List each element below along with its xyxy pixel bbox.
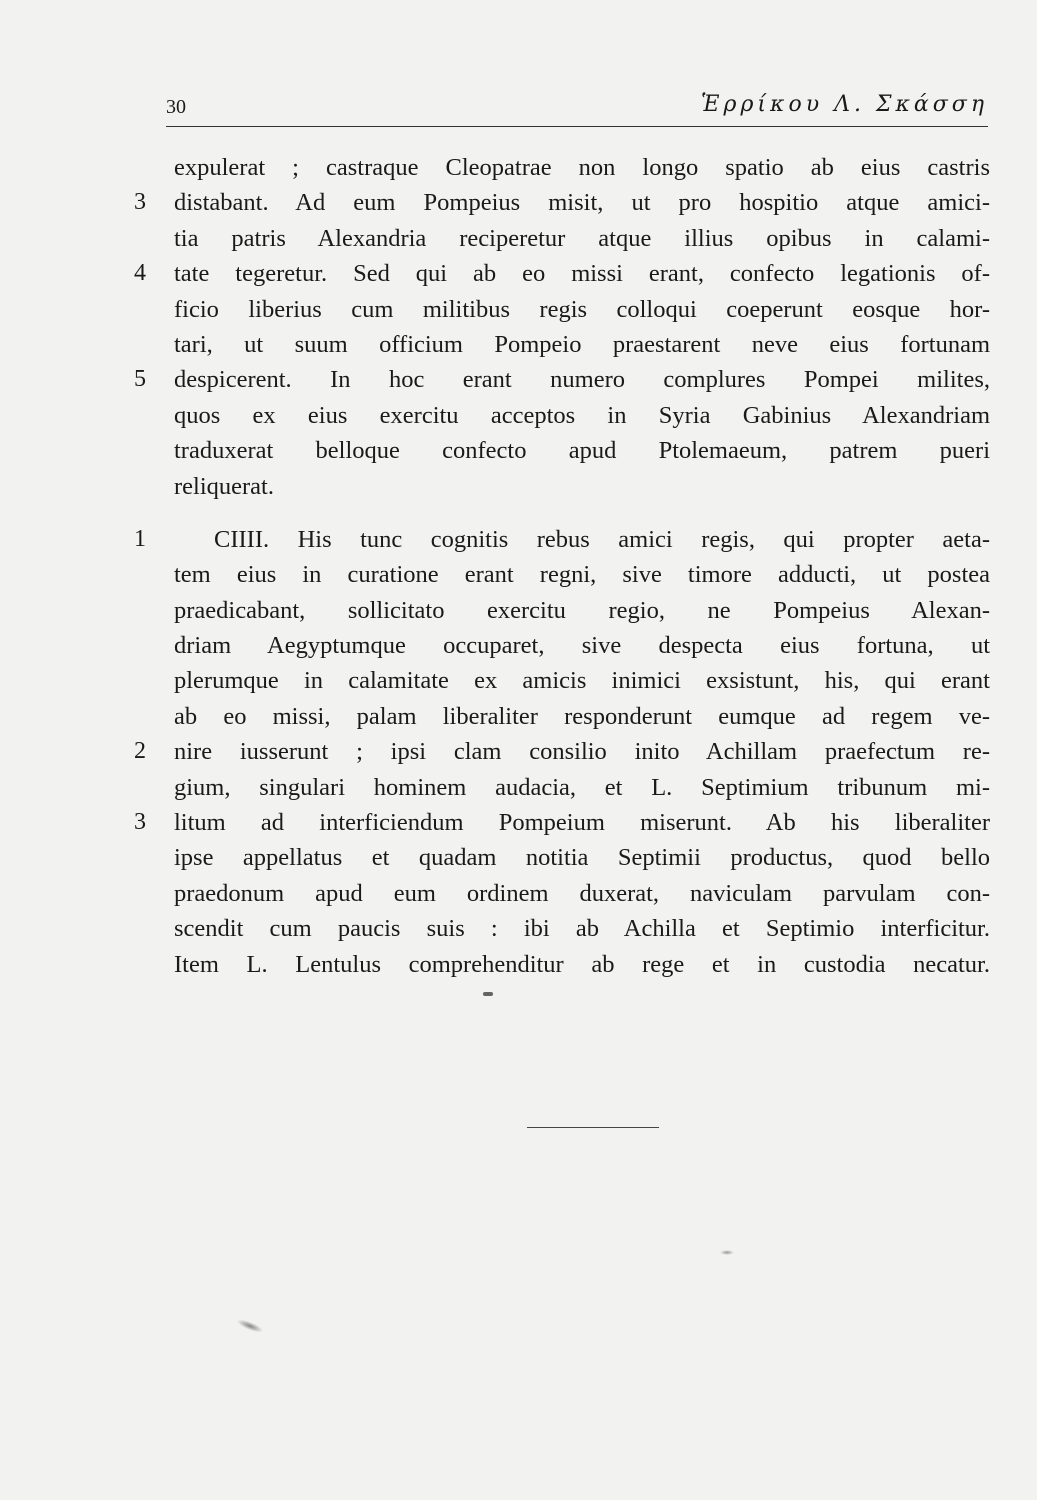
text-line — [134, 185, 990, 220]
line-text: reliquerat. — [174, 472, 274, 500]
line-text: ficio liberius cum militibus regis colloqui coeperunt eosque hor- — [174, 295, 990, 323]
line-text: driam Aegyptumque occuparet, sive despecta eius fortuna, ut — [174, 632, 990, 660]
line-text: gium, singulari hominem audacia, et L. Septimium tribunum mi- — [174, 773, 990, 801]
page-number: 30 — [166, 96, 186, 118]
text-line — [174, 221, 990, 256]
line-text: traduxerat belloque confecto apud Ptolemaeum, patrem pueri — [174, 437, 990, 465]
ink-smudge — [720, 1250, 734, 1255]
text-line — [174, 770, 990, 805]
section-number: 5 — [134, 366, 146, 393]
body-text — [134, 150, 990, 982]
text-line — [174, 911, 990, 946]
text-line — [174, 557, 990, 592]
line-text: litum ad interficiendum Pompeium miserunt. Ab his liberaliter — [174, 809, 990, 837]
text-line — [174, 876, 990, 911]
text-line — [134, 805, 990, 840]
line-text: Item L. Lentulus comprehenditur ab rege et in custodia necatur. — [174, 950, 990, 978]
section-number: 3 — [134, 189, 146, 216]
text-line — [174, 628, 990, 663]
text-line — [134, 734, 990, 769]
line-text: despicerent. In hoc erant numero complures Pompei milites, — [174, 366, 990, 394]
running-title: Ἑρρίκου Λ. Σκάσση — [701, 92, 988, 117]
line-text: plerumque in calamitate ex amicis inimici exsistunt, his, qui erant — [174, 667, 990, 695]
text-line — [174, 840, 990, 875]
text-line — [174, 947, 990, 982]
line-text: tem eius in curatione erant regni, sive timore adducti, ut postea — [174, 561, 990, 589]
text-line — [174, 663, 990, 698]
line-text: tia patris Alexandria reciperetur atque illius opibus in calami- — [174, 224, 990, 252]
line-text: tari, ut suum officium Pompeio praestarent neve eius fortunam — [174, 330, 990, 358]
line-text: praedonum apud eum ordinem duxerat, naviculam parvulam con- — [174, 879, 990, 907]
section-number: 1 — [134, 525, 146, 552]
text-line — [174, 327, 990, 362]
line-text: tate tegeretur. Sed qui ab eo missi erant, confecto legationis of- — [174, 260, 990, 288]
text-line — [174, 433, 990, 468]
ink-smudge — [236, 1317, 265, 1335]
running-header — [166, 92, 988, 127]
section-number: 4 — [134, 260, 146, 287]
text-line — [134, 522, 990, 557]
end-rule — [527, 1127, 659, 1128]
line-text: praedicabant, sollicitato exercitu regio, ne Pompeius Alexan- — [174, 596, 990, 624]
line-text: CIIII. His tunc cognitis rebus amici regis, qui propter aeta- — [214, 525, 990, 553]
ink-mark — [483, 992, 493, 996]
text-line — [174, 150, 990, 185]
line-text: distabant. Ad eum Pompeius misit, ut pro hospitio atque amici- — [174, 189, 990, 217]
line-text: expulerat ; castraque Cleopatrae non longo spatio ab eius castris — [174, 154, 990, 181]
line-text: ipse appellatus et quadam notitia Septimii productus, quod bello — [174, 844, 990, 872]
text-line — [174, 398, 990, 433]
text-line — [134, 362, 990, 397]
text-line — [174, 699, 990, 734]
line-text: scendit cum paucis suis : ibi ab Achilla et Septimio interficitur. — [174, 915, 990, 943]
text-line — [174, 469, 990, 504]
section-number: 3 — [134, 809, 146, 836]
text-line — [134, 256, 990, 291]
text-line — [174, 292, 990, 327]
text-line — [174, 593, 990, 628]
line-text: quos ex eius exercitu acceptos in Syria Gabinius Alexandriam — [174, 401, 990, 429]
line-text: ab eo missi, palam liberaliter responderunt eumque ad regem ve- — [174, 702, 990, 730]
section-number: 2 — [134, 738, 146, 765]
line-text: nire iusserunt ; ipsi clam consilio inito Achillam praefectum re- — [174, 738, 990, 766]
